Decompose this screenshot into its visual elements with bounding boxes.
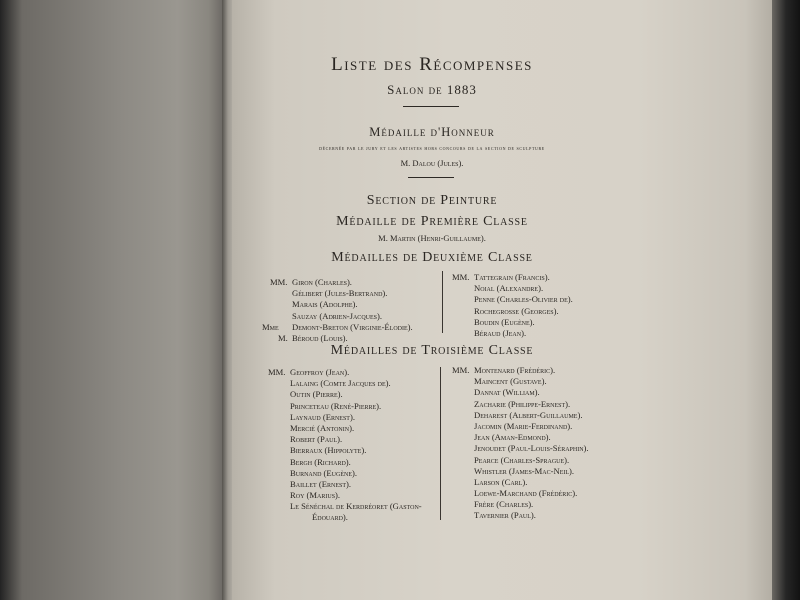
list-item bbox=[452, 499, 589, 510]
recipient-name: Laynaud (Ernest). bbox=[290, 411, 355, 422]
list-item bbox=[268, 423, 422, 434]
name-prefix: MM. bbox=[270, 277, 288, 287]
recipient-name: Édouard). bbox=[312, 512, 348, 523]
recipient-name: Marais (Adolphe). bbox=[292, 299, 358, 310]
recipient-name: Geoffroy (Jean). bbox=[290, 367, 350, 377]
section-heading: Section de Peinture bbox=[366, 193, 498, 208]
honor-medal-note: décernée par le jury et les artistes hors concours de la section de sculpture bbox=[319, 146, 545, 152]
list-item bbox=[452, 317, 573, 328]
recipient-name: Sauzay (Adrien-Jacques). bbox=[292, 310, 382, 321]
column-divider bbox=[440, 367, 441, 520]
list-item bbox=[268, 434, 422, 445]
divider-rule bbox=[408, 177, 454, 178]
left-page bbox=[0, 0, 222, 600]
recipient-name: Rochegrosse (Georges). bbox=[474, 305, 559, 316]
recipient-name: Baillet (Ernest). bbox=[290, 478, 351, 489]
list-item bbox=[262, 322, 413, 333]
recipient-name: Tavernier (Paul). bbox=[474, 510, 536, 521]
list-item bbox=[452, 488, 589, 499]
recipient-name: Outin (Pierre). bbox=[290, 389, 343, 400]
list-item bbox=[452, 421, 589, 432]
recipient-name: Mercié (Antonin). bbox=[290, 422, 355, 433]
recipient-name: Béroud (Louis). bbox=[292, 332, 348, 343]
first-class-recipient: M. Martin (Henri-Guillaume). bbox=[378, 233, 486, 243]
name-prefix: MM. bbox=[268, 367, 286, 377]
recipient-name: Jean (Aman-Edmond). bbox=[474, 432, 551, 443]
recipient-name: Princeteau (René-Pierre). bbox=[290, 400, 382, 411]
recipient-name: Montenard (Frédéric). bbox=[474, 365, 556, 375]
first-class-heading: Médaille de Première Classe bbox=[336, 214, 528, 229]
list-item bbox=[452, 387, 589, 398]
list-item bbox=[268, 367, 422, 378]
list-item bbox=[270, 277, 421, 288]
recipient-name: Loewe-Marchand (Frédéric). bbox=[474, 488, 578, 499]
list-item bbox=[268, 468, 422, 479]
recipient-name: Burnand (Eugène). bbox=[290, 467, 357, 478]
list-item bbox=[452, 306, 573, 317]
honor-medal-heading: Médaille d'Honneur bbox=[369, 125, 495, 139]
list-item bbox=[270, 311, 421, 322]
list-item bbox=[268, 378, 422, 389]
recipient-name: Zacharie (Philippe-Ernest). bbox=[474, 398, 571, 409]
list-item bbox=[270, 288, 421, 299]
list-item bbox=[452, 455, 589, 466]
recipient-name: Gélibert (Jules-Bertrand). bbox=[292, 288, 388, 299]
third-class-heading: Médailles de Troisième Classe bbox=[330, 343, 534, 358]
list-item bbox=[268, 457, 422, 468]
recipient-name: Lalaing (Comte Jacques de). bbox=[290, 378, 391, 389]
list-item bbox=[268, 445, 422, 456]
recipient-name: Noial (Alexandre). bbox=[474, 283, 544, 294]
list-item bbox=[452, 477, 589, 488]
list-item bbox=[452, 510, 589, 521]
recipient-name: Frère (Charles). bbox=[474, 499, 534, 510]
column-divider bbox=[442, 271, 443, 333]
list-item bbox=[268, 512, 422, 523]
second-class-right-list bbox=[452, 272, 573, 339]
list-item bbox=[268, 412, 422, 423]
document-subtitle: Salon de 1883 bbox=[387, 82, 477, 97]
recipient-name: Maincent (Gustave). bbox=[474, 376, 547, 387]
recipient-name: Giron (Charles). bbox=[292, 277, 352, 287]
recipient-name: Jenoudet (Paul-Louis-Séraphin). bbox=[474, 443, 589, 454]
list-item bbox=[452, 410, 589, 421]
recipient-name: Pearce (Charles-Sprague). bbox=[474, 454, 570, 465]
list-item bbox=[270, 299, 421, 310]
third-class-left-list bbox=[268, 367, 422, 524]
recipient-name: Bierraux (Hippolyte). bbox=[290, 445, 367, 456]
recipient-name: Jacomin (Marie-Ferdinand). bbox=[474, 420, 573, 431]
list-item bbox=[268, 389, 422, 400]
list-item bbox=[452, 365, 589, 376]
recipient-name: Tattegrain (Francis). bbox=[474, 272, 550, 282]
divider-rule bbox=[403, 106, 459, 107]
list-item bbox=[268, 490, 422, 501]
list-item bbox=[452, 376, 589, 387]
recipient-name: Robert (Paul). bbox=[290, 434, 343, 445]
recipient-name: Roy (Marius). bbox=[290, 490, 341, 501]
name-prefix: MM. bbox=[452, 365, 470, 375]
recipient-name: Whistler (James-Mac-Neil). bbox=[474, 465, 575, 476]
name-prefix: M. bbox=[278, 332, 288, 343]
honor-medal-recipient: M. Dalou (Jules). bbox=[400, 158, 464, 168]
list-item bbox=[452, 294, 573, 305]
list-item bbox=[452, 432, 589, 443]
list-item bbox=[268, 401, 422, 412]
page-edge-shadow bbox=[772, 0, 800, 600]
recipient-name: Dannat (William). bbox=[474, 387, 540, 398]
recipient-name: Larson (Carl). bbox=[474, 476, 528, 487]
second-class-heading: Médailles de Deuxième Classe bbox=[331, 250, 533, 265]
recipient-name: Bergh (Richard). bbox=[290, 456, 351, 467]
list-item bbox=[452, 443, 589, 454]
name-prefix: Mme bbox=[262, 321, 279, 332]
list-item bbox=[452, 272, 573, 283]
recipient-name: Le Sénéchal de Kerdréoret (Gaston- bbox=[290, 501, 422, 512]
recipient-name: Boudin (Eugène). bbox=[474, 316, 535, 327]
list-item bbox=[268, 501, 422, 512]
list-item bbox=[452, 283, 573, 294]
recipient-name: Deharest (Albert-Guillaume). bbox=[474, 409, 583, 420]
name-prefix: MM. bbox=[452, 272, 470, 282]
third-class-right-list bbox=[452, 365, 589, 522]
recipient-name: Penne (Charles-Olivier de). bbox=[474, 294, 573, 305]
list-item bbox=[452, 399, 589, 410]
list-item bbox=[268, 479, 422, 490]
list-item bbox=[452, 466, 589, 477]
recipient-name: Demont-Breton (Virginie-Élodie). bbox=[292, 321, 413, 332]
second-class-left-list bbox=[262, 277, 421, 344]
document-title: Liste des Récompenses bbox=[331, 54, 533, 75]
list-item bbox=[452, 328, 573, 339]
recipient-name: Béraud (Jean). bbox=[474, 327, 527, 338]
